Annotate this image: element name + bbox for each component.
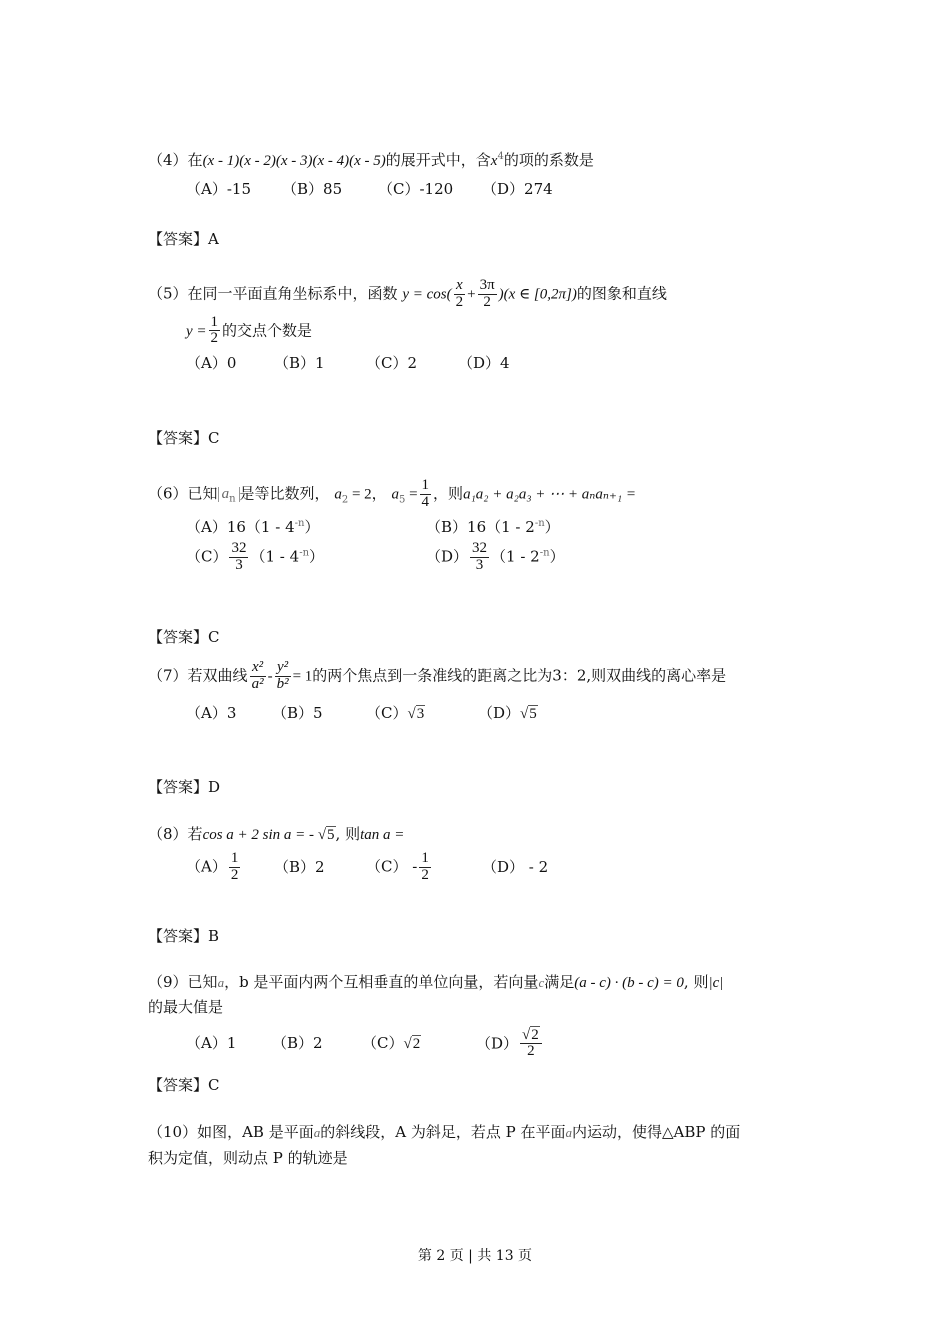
stem-text: （10）如图，AB 是平面 bbox=[148, 1123, 314, 1141]
stem-text: 的图象和直线 bbox=[576, 284, 667, 303]
question-7 bbox=[148, 660, 810, 724]
stem-text: 已知 bbox=[187, 973, 218, 991]
question-number: （5） bbox=[148, 284, 188, 303]
stem-text: ， bbox=[371, 484, 387, 503]
answer-6: 【答案】C bbox=[148, 628, 220, 646]
subscript: 2 bbox=[341, 494, 349, 506]
fraction: $\frac{x}{2}$ bbox=[455, 277, 464, 310]
option-c: （C）2 bbox=[366, 354, 418, 372]
question-number: （6） bbox=[148, 484, 188, 503]
option-a: （A）-15 bbox=[186, 180, 251, 199]
fraction: $\frac{1}{4}$ bbox=[421, 477, 430, 510]
option-b: （B）1 bbox=[274, 354, 325, 372]
answer-9: 【答案】C bbox=[148, 1076, 220, 1094]
answer-5: 【答案】C bbox=[148, 429, 220, 447]
question-8-stem bbox=[148, 824, 810, 845]
fraction: $\frac{\text{y²}}{\text{b²}}$ bbox=[276, 659, 289, 692]
question-5-stem bbox=[148, 278, 810, 311]
formula: )(x ∈ [0,2π]) bbox=[498, 286, 577, 303]
stem-text: 内运动，使得△ABP 的面 bbox=[571, 1123, 741, 1141]
question-9-stem-line2: 的最大值是 bbox=[148, 998, 224, 1017]
option-d: （D）4 bbox=[458, 354, 510, 372]
question-5-options bbox=[186, 353, 810, 373]
formula: a₁a₂ + a₂a₃ + ⋯ + aₙaₙ₊₁ = bbox=[463, 486, 636, 503]
stem-text: 的展开式中，含 bbox=[385, 151, 491, 169]
fraction: $\frac{3\pi}{2}$ bbox=[479, 277, 495, 310]
stem-text: 在同一平面直角坐标系中，函数 bbox=[187, 284, 398, 303]
formula: (a - c) · (b - c) = 0 bbox=[574, 975, 684, 991]
stem-text: 的项的系数是 bbox=[503, 151, 594, 169]
question-9 bbox=[148, 972, 810, 1060]
question-5-stem-line2 bbox=[186, 315, 810, 348]
stem-text: , 则 bbox=[683, 973, 709, 991]
option-a: $(A)16(1 - 4^{-n})$ bbox=[186, 517, 320, 536]
exponent: 4 bbox=[497, 151, 504, 162]
formula: = 2 bbox=[348, 486, 372, 503]
formula: a bbox=[334, 486, 342, 503]
option-d: （D） - 2 bbox=[482, 857, 549, 876]
question-7-stem bbox=[148, 660, 810, 693]
question-8-options bbox=[186, 851, 810, 884]
option-d: （D）274 bbox=[482, 180, 553, 199]
formula: |c| bbox=[708, 975, 724, 991]
formula: a bbox=[217, 975, 225, 990]
option-b: （B）2 bbox=[274, 857, 325, 876]
question-9-stem bbox=[148, 972, 810, 993]
option-d: （D）√5 bbox=[478, 703, 537, 722]
option-d: （D） $\frac{32}{3}$ $(1 - 2^{-n})$ bbox=[426, 539, 565, 573]
formula: √5 bbox=[317, 827, 335, 843]
question-4-stem bbox=[148, 150, 810, 171]
stem-text: 若 bbox=[187, 825, 203, 843]
option-c: （C） $\frac{32}{3}$ $(1 - 4^{-n})$ bbox=[186, 539, 325, 573]
option-c: （C） - $\frac{1}{2}$ bbox=[366, 850, 429, 883]
question-8 bbox=[148, 824, 810, 884]
subscript: 5 bbox=[398, 494, 406, 506]
question-number: （7） bbox=[148, 666, 188, 685]
formula: = 1 bbox=[292, 668, 313, 685]
question-4 bbox=[148, 150, 810, 200]
option-b: $(B)16(1 - 2^{-n})$ bbox=[426, 517, 560, 536]
question-6 bbox=[148, 478, 810, 573]
question-10-stem-line2: 积为定值，则动点 P 的轨迹是 bbox=[148, 1149, 348, 1168]
stem-text: 已知 bbox=[187, 484, 218, 503]
option-a: （A） $\frac{1}{2}$ bbox=[186, 850, 239, 883]
question-6-options-row1 bbox=[186, 517, 810, 537]
answer-8: 【答案】B bbox=[148, 927, 220, 945]
question-number: （9） bbox=[148, 973, 188, 991]
option-c: （C）√2 bbox=[362, 1033, 421, 1052]
stem-text: , 则 bbox=[335, 825, 361, 843]
option-c: （C）-120 bbox=[378, 180, 454, 199]
question-7-options bbox=[186, 703, 810, 724]
option-a: （A）3 bbox=[186, 703, 237, 722]
stem-text: 是等比数列， bbox=[239, 484, 330, 503]
option-d: （D） $\frac{√2}{2}$ bbox=[476, 1028, 544, 1061]
question-10-stem bbox=[148, 1122, 810, 1142]
answer-7: 【答案】D bbox=[148, 778, 221, 796]
option-b: （B）2 bbox=[272, 1033, 323, 1052]
fraction: $\frac{1}{2}$ bbox=[210, 313, 219, 347]
formula: y = bbox=[186, 322, 207, 339]
answer-4: 【答案】A bbox=[148, 230, 219, 248]
stem-text: 的两个焦点到一条准线的距离之比为3：2,则双曲线的离心率是 bbox=[312, 666, 727, 685]
formula: x bbox=[490, 153, 498, 169]
stem-text: ，b 是平面内两个互相垂直的单位向量，若向量 bbox=[224, 973, 539, 991]
page-footer: 第 2 页 | 共 13 页 bbox=[417, 1248, 533, 1264]
option-a: （A）1 bbox=[186, 1033, 237, 1052]
stem-text: 的斜线段，A 为斜足，若点 P 在平面 bbox=[320, 1123, 566, 1141]
formula: + bbox=[467, 286, 476, 303]
stem-text: 的交点个数是 bbox=[222, 320, 313, 339]
sequence-braces: $a_n$ bbox=[218, 487, 240, 502]
question-4-options bbox=[186, 179, 810, 199]
question-6-stem bbox=[148, 478, 810, 511]
stem-text: 若双曲线 bbox=[187, 666, 248, 685]
formula: - bbox=[267, 668, 273, 685]
formula: cos a + 2 sin a = - bbox=[202, 827, 318, 843]
formula: a bbox=[391, 486, 399, 503]
stem-text: 在 bbox=[187, 151, 203, 169]
formula: y = cos( bbox=[402, 286, 452, 303]
question-number: （8） bbox=[148, 825, 188, 843]
formula: c bbox=[538, 975, 545, 990]
option-c: （C）√3 bbox=[366, 703, 425, 722]
formula: a bbox=[313, 1125, 321, 1140]
formula: (x - 1)(x - 2)(x - 3)(x - 4)(x - 5) bbox=[202, 153, 386, 169]
fraction: $\frac{\text{x²}}{\text{a²}}$ bbox=[251, 659, 264, 692]
question-9-options bbox=[186, 1028, 810, 1061]
formula: a bbox=[565, 1125, 572, 1140]
question-5 bbox=[148, 278, 810, 373]
question-6-options-row2 bbox=[186, 541, 810, 574]
formula: tan a = bbox=[360, 827, 405, 843]
question-number: （4） bbox=[148, 151, 188, 169]
option-a: （A）0 bbox=[186, 354, 237, 372]
stem-text: ，则 bbox=[433, 484, 464, 503]
option-b: （B）85 bbox=[282, 180, 343, 199]
option-b: （B）5 bbox=[272, 703, 323, 722]
stem-text: 满足 bbox=[544, 973, 575, 991]
question-10 bbox=[148, 1122, 810, 1169]
formula: = bbox=[405, 486, 418, 503]
